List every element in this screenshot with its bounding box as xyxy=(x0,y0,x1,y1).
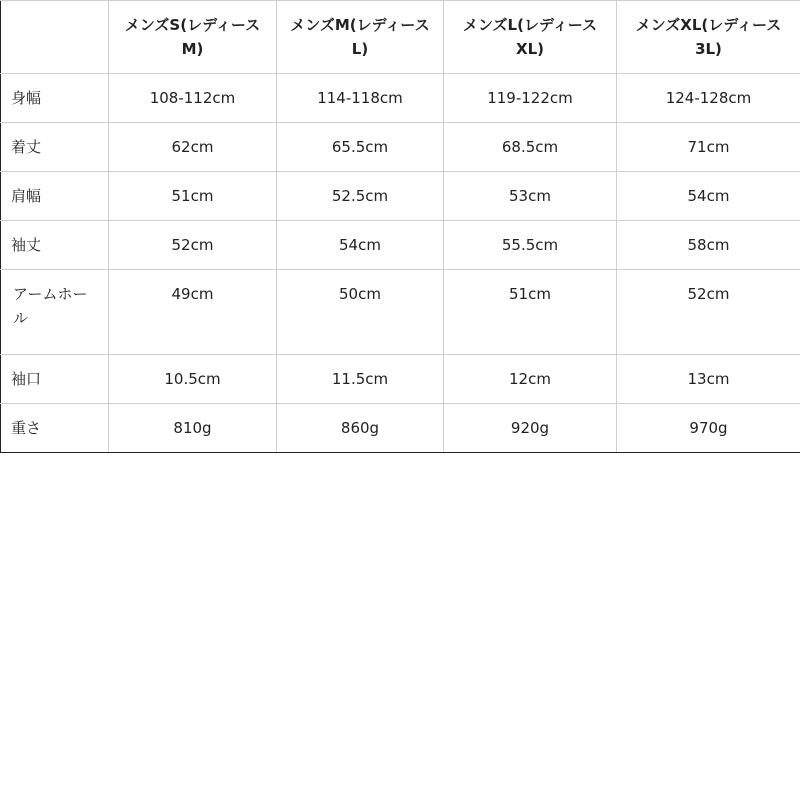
table-cell: 13cm xyxy=(617,355,800,404)
row-label-length: 着丈 xyxy=(1,123,109,172)
table-cell: 920g xyxy=(444,404,617,453)
header-corner-cell xyxy=(1,1,109,74)
row-label-cuff: 袖口 xyxy=(1,355,109,404)
row-label-chest-width: 身幅 xyxy=(1,74,109,123)
row-label-armhole: アームホール xyxy=(1,270,109,355)
table-cell: 49cm xyxy=(109,270,277,355)
table-cell: 71cm xyxy=(617,123,800,172)
table-cell: 810g xyxy=(109,404,277,453)
table-cell: 53cm xyxy=(444,172,617,221)
table-cell: 58cm xyxy=(617,221,800,270)
header-size-xl: メンズXL(レディース3L) xyxy=(617,1,800,74)
table-cell: 108-112cm xyxy=(109,74,277,123)
table-cell: 51cm xyxy=(444,270,617,355)
table-cell: 50cm xyxy=(277,270,444,355)
table-cell: 11.5cm xyxy=(277,355,444,404)
table-cell: 68.5cm xyxy=(444,123,617,172)
table-row xyxy=(1,221,800,270)
table-cell: 119-122cm xyxy=(444,74,617,123)
table-cell: 10.5cm xyxy=(109,355,277,404)
table-row xyxy=(1,270,800,355)
table-cell: 54cm xyxy=(277,221,444,270)
table-cell: 860g xyxy=(277,404,444,453)
table-cell: 65.5cm xyxy=(277,123,444,172)
row-label-shoulder-width: 肩幅 xyxy=(1,172,109,221)
row-label-weight: 重さ xyxy=(1,404,109,453)
header-size-m: メンズM(レディースL) xyxy=(277,1,444,74)
table-cell: 52.5cm xyxy=(277,172,444,221)
table-cell: 12cm xyxy=(444,355,617,404)
table-cell: 54cm xyxy=(617,172,800,221)
table-cell: 55.5cm xyxy=(444,221,617,270)
table-row xyxy=(1,123,800,172)
table-row xyxy=(1,74,800,123)
table-row xyxy=(1,404,800,453)
table-cell: 51cm xyxy=(109,172,277,221)
table-cell: 970g xyxy=(617,404,800,453)
row-label-sleeve-length: 袖丈 xyxy=(1,221,109,270)
table-cell: 52cm xyxy=(109,221,277,270)
table-header-row xyxy=(1,1,800,74)
table-cell: 124-128cm xyxy=(617,74,800,123)
header-size-s: メンズS(レディースM) xyxy=(109,1,277,74)
table-cell: 52cm xyxy=(617,270,800,355)
header-size-l: メンズL(レディースXL) xyxy=(444,1,617,74)
table-cell: 62cm xyxy=(109,123,277,172)
table-cell: 114-118cm xyxy=(277,74,444,123)
table-row xyxy=(1,355,800,404)
table-row xyxy=(1,172,800,221)
